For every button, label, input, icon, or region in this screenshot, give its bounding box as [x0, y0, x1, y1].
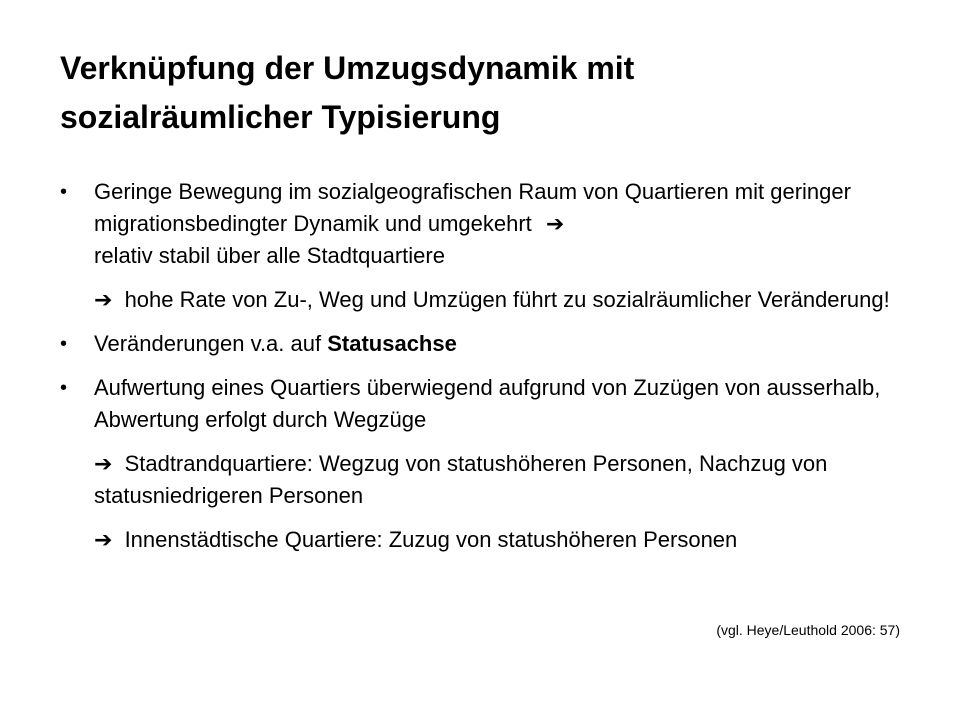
bullet-item-2 [60, 328, 910, 360]
sub-text-2: Stadtrandquartiere: Wegzug von statushöheren Personen, Nachzug von statusniedrigeren Personen [94, 451, 828, 508]
bullet-icon: • [60, 333, 68, 355]
bullet-text-1-continuation: relativ stabil über alle Stadtquartiere [94, 243, 445, 268]
arrow-right-icon: ➔ [94, 451, 113, 476]
sub-text-1: hohe Rate von Zu-, Weg und Umzügen führt zu sozialräumlicher Veränderung! [124, 287, 890, 312]
bullet-icon: • [60, 377, 68, 399]
arrow-right-icon: ➔ [94, 287, 113, 312]
sub-item-3 [60, 524, 910, 556]
arrow-right-icon: ➔ [545, 211, 565, 236]
bullet-item-1 [60, 176, 910, 272]
bullet-text-2-bold: Statusachse [327, 331, 457, 356]
bullet-text-2: Veränderungen v.a. auf [94, 331, 328, 356]
bullet-text-3: Aufwertung eines Quartiers überwiegend aufgrund von Zuzügen von ausserhalb, Abwertung erfolgt durch Wegzüge [94, 375, 881, 432]
title-line-1: Verknüpfung der Umzugsdynamik mit [60, 50, 635, 86]
sub-item-2 [60, 448, 910, 512]
content-body [60, 176, 910, 568]
bullet-text-1: Geringe Bewegung im sozialgeografischen Raum von Quartieren mit geringer migrationsbedingter Dynamik und umgekehrt [94, 179, 851, 236]
sub-text-3: Innenstädtische Quartiere: Zuzug von statushöheren Personen [124, 527, 738, 552]
arrow-right-icon: ➔ [94, 527, 113, 552]
title-line-2: sozialräumlicher Typisierung [60, 99, 501, 135]
slide-title [60, 44, 900, 142]
bullet-item-3 [60, 372, 910, 436]
bullet-icon: • [60, 181, 68, 203]
citation: (vgl. Heye/Leuthold 2006: 57) [716, 622, 900, 638]
sub-item-1 [60, 284, 910, 316]
